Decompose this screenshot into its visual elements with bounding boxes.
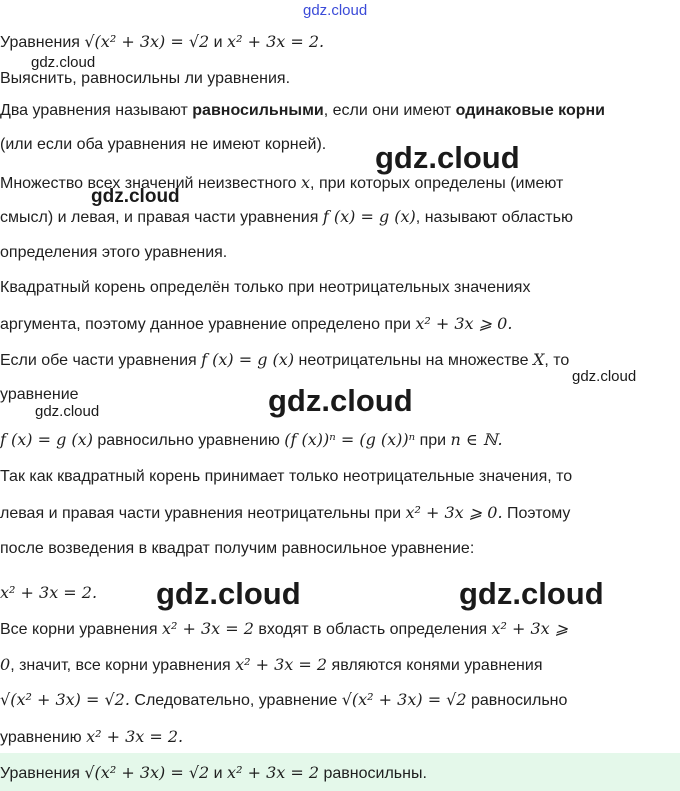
formula: √(x² + 3x) = √2 <box>84 763 210 782</box>
text: левая и правая части уравнения неотрицательны при <box>0 505 406 522</box>
line-17 <box>0 619 568 639</box>
line-20 <box>0 727 183 747</box>
text: , называют областью <box>415 209 573 226</box>
text: Поэтому <box>502 505 571 522</box>
line-6 <box>0 207 573 227</box>
watermark: gdz.cloud <box>35 403 100 420</box>
text: Уравнения <box>0 34 85 51</box>
line-9 <box>0 314 512 334</box>
watermark: gdz.cloud <box>156 576 301 611</box>
text: являются конями уравнения <box>327 657 543 674</box>
formula: x² + 3x = 2. <box>86 727 184 746</box>
text: смысл) и левая, и правая части уравнения <box>0 209 323 226</box>
watermark: gdz.cloud <box>572 368 637 385</box>
watermark: gdz.cloud <box>91 186 180 207</box>
term-bold: одинаковые корни <box>455 102 605 119</box>
formula: √(x² + 3x) = √2. <box>0 690 130 709</box>
text: при <box>415 432 451 449</box>
formula: x² + 3x ⩾ 0. <box>415 314 513 333</box>
text: Уравнения <box>0 765 85 782</box>
formula: f (x) = g (x) <box>322 207 416 226</box>
watermark: gdz.cloud <box>268 383 413 418</box>
line-10 <box>0 350 569 370</box>
answer-line <box>0 763 427 783</box>
line-3 <box>0 102 605 120</box>
text: Множество всех значений неизвестного <box>0 175 302 192</box>
line-8: Квадратный корень определён только при неотрицательных значениях <box>0 279 531 296</box>
formula: x² + 3x = 2 <box>227 763 320 782</box>
line-12 <box>0 430 503 450</box>
formula: f (x) = g (x) <box>0 430 93 449</box>
text: , значит, все корни уравнения <box>10 657 236 674</box>
text: равносильно <box>466 692 568 709</box>
line-15: после возведения в квадрат получим равносильное уравнение: <box>0 540 475 557</box>
text: Два уравнения называют <box>0 102 193 119</box>
text: и <box>209 765 228 782</box>
text: аргумента, поэтому данное уравнение определено при <box>0 316 416 333</box>
formula: x² + 3x ⩾ <box>491 619 569 638</box>
text: и <box>209 34 228 51</box>
formula: x² + 3x = 2 <box>161 619 254 638</box>
formula: 0 <box>0 655 11 674</box>
text: , то <box>544 352 570 369</box>
text: Следовательно, уравнение <box>129 692 342 709</box>
watermark: gdz.cloud <box>375 140 520 175</box>
formula: x² + 3x = 2 <box>235 655 328 674</box>
watermark: gdz.cloud <box>459 576 604 611</box>
formula: n ∈ ℕ. <box>450 430 503 449</box>
formula: (f (x))ⁿ = (g (x))ⁿ <box>284 430 416 449</box>
line-4: (или если оба уравнения не имеют корней). <box>0 136 327 153</box>
line-2: Выяснить, равносильны ли уравнения. <box>0 70 291 87</box>
formula: √(x² + 3x) = √2 <box>341 690 467 709</box>
text: неотрицательны на множестве <box>294 352 533 369</box>
line-5 <box>0 173 563 193</box>
formula: x² + 3x = 2. <box>0 583 98 602</box>
text: Если обе части уравнения <box>0 352 202 369</box>
text: равносильно уравнению <box>92 432 285 449</box>
formula: x² + 3x = 2. <box>227 32 325 51</box>
formula: x <box>301 173 311 192</box>
line-19 <box>0 690 567 710</box>
line-14 <box>0 503 570 523</box>
text: уравнению <box>0 729 87 746</box>
line-1 <box>0 32 324 52</box>
text: Все корни уравнения <box>0 621 162 638</box>
text: , если они имеют <box>323 102 456 119</box>
line-18 <box>0 655 543 675</box>
line-13: Так как квадратный корень принимает только неотрицательные значения, то <box>0 468 573 485</box>
formula: X <box>532 350 545 369</box>
text: равносильны. <box>319 765 427 782</box>
watermark-top: gdz.cloud <box>303 2 368 19</box>
term-bold: равносильными <box>192 102 324 119</box>
text: входят в область определения <box>253 621 492 638</box>
formula: √(x² + 3x) = √2 <box>84 32 210 51</box>
text: , при которых определены (имеют <box>310 175 564 192</box>
line-11: уравнение <box>0 386 79 403</box>
line-16 <box>0 583 97 603</box>
watermark: gdz.cloud <box>31 54 96 71</box>
line-7: определения этого уравнения. <box>0 244 228 261</box>
formula: f (x) = g (x) <box>201 350 295 369</box>
formula: x² + 3x ⩾ 0. <box>405 503 503 522</box>
